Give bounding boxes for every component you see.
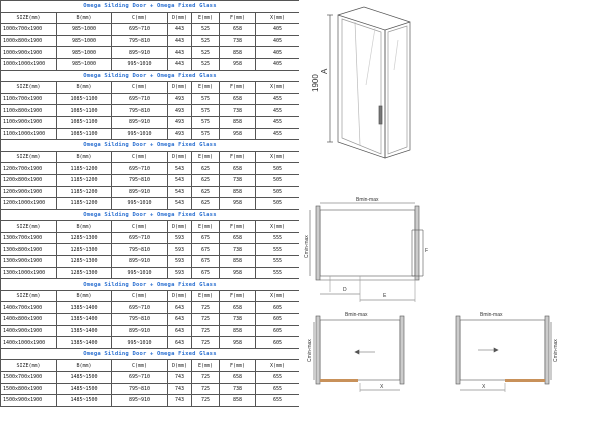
column-header: C(mm) [112, 151, 168, 163]
drawings-svg [300, 0, 600, 417]
table-cell: 443 [168, 24, 192, 36]
column-header: D(mm) [168, 360, 192, 372]
section-title-row [1, 1, 300, 13]
table-cell: 443 [168, 58, 192, 70]
column-header: B(mm) [57, 360, 112, 372]
table-cell: 1385~1400 [57, 302, 112, 314]
table-cell: 1200x1000x1900 [1, 198, 57, 210]
table-cell: 795~810 [112, 244, 168, 256]
table-cell: 958 [220, 267, 256, 279]
table-cell: 455 [256, 116, 300, 128]
table-cell: 895~910 [112, 186, 168, 198]
table-cell: 1500x700x1900 [1, 372, 57, 384]
table-cell: 695~710 [112, 302, 168, 314]
table-cell: 493 [168, 105, 192, 117]
column-header: F(mm) [220, 151, 256, 163]
table-cell: 1300x900x1900 [1, 256, 57, 268]
table-cell: 505 [256, 198, 300, 210]
table-cell: 695~710 [112, 93, 168, 105]
column-header: X(mm) [256, 82, 300, 94]
table-cell: 858 [220, 186, 256, 198]
table-row [1, 395, 300, 407]
column-header: D(mm) [168, 221, 192, 233]
table-cell: 405 [256, 58, 300, 70]
table-cell: 655 [256, 383, 300, 395]
table-cell: 695~710 [112, 232, 168, 244]
table-cell: 895~910 [112, 325, 168, 337]
table-cell: 675 [192, 267, 220, 279]
section-title: Omega Silding Door + Omega Fixed Glass [1, 348, 300, 360]
table-cell: 658 [220, 232, 256, 244]
table-row [1, 256, 300, 268]
table-row [1, 314, 300, 326]
column-header: X(mm) [256, 290, 300, 302]
table-cell: 1085~1100 [57, 93, 112, 105]
table-row [1, 47, 300, 59]
table-row [1, 128, 300, 140]
table-cell: 895~910 [112, 116, 168, 128]
table-cell: 505 [256, 186, 300, 198]
table-cell: 605 [256, 302, 300, 314]
table-cell: 995~1010 [112, 198, 168, 210]
table-cell: 1185~1200 [57, 198, 112, 210]
technical-drawings [300, 0, 600, 417]
table-cell: 643 [168, 302, 192, 314]
table-row [1, 116, 300, 128]
table-cell: 543 [168, 174, 192, 186]
table-row [1, 232, 300, 244]
table-cell: 605 [256, 337, 300, 349]
table-cell: 738 [220, 174, 256, 186]
table-cell: 1285~1300 [57, 256, 112, 268]
column-header: E(mm) [192, 151, 220, 163]
column-header-row [1, 360, 300, 372]
table-cell: 593 [168, 244, 192, 256]
table-cell: 858 [220, 47, 256, 59]
table-row [1, 58, 300, 70]
table-row [1, 383, 300, 395]
section-title-row [1, 70, 300, 82]
column-header: E(mm) [192, 12, 220, 24]
column-header: B(mm) [57, 290, 112, 302]
table-row [1, 267, 300, 279]
column-header: X(mm) [256, 12, 300, 24]
table-cell: 555 [256, 232, 300, 244]
a-label: A [320, 68, 329, 74]
table-cell: 655 [256, 395, 300, 407]
column-header: B(mm) [57, 12, 112, 24]
table-cell: 525 [192, 47, 220, 59]
table-cell: 575 [192, 116, 220, 128]
table-cell: 1400x700x1900 [1, 302, 57, 314]
table-cell: 543 [168, 198, 192, 210]
column-header: X(mm) [256, 221, 300, 233]
table-cell: 405 [256, 47, 300, 59]
table-cell: 525 [192, 24, 220, 36]
column-header: E(mm) [192, 82, 220, 94]
column-header: SIZE(mm) [1, 290, 57, 302]
table-cell: 743 [168, 372, 192, 384]
table-cell: 858 [220, 256, 256, 268]
table-cell: 1200x700x1900 [1, 163, 57, 175]
table-row [1, 174, 300, 186]
table-cell: 1000x1000x1900 [1, 58, 57, 70]
column-header: F(mm) [220, 290, 256, 302]
table-cell: 985~1000 [57, 58, 112, 70]
table-cell: 658 [220, 372, 256, 384]
table-cell: 625 [192, 186, 220, 198]
table-cell: 1085~1100 [57, 128, 112, 140]
table-cell: 695~710 [112, 24, 168, 36]
column-header: B(mm) [57, 221, 112, 233]
column-header-row [1, 12, 300, 24]
table-cell: 455 [256, 128, 300, 140]
table-row [1, 186, 300, 198]
table-cell: 643 [168, 325, 192, 337]
table-cell: 575 [192, 93, 220, 105]
column-header-row [1, 82, 300, 94]
table-cell: 1500x900x1900 [1, 395, 57, 407]
table-cell: 795~810 [112, 383, 168, 395]
table-cell: 1385~1400 [57, 325, 112, 337]
f-label: F [425, 248, 429, 254]
table-cell: 858 [220, 116, 256, 128]
table-cell: 625 [192, 198, 220, 210]
column-header: E(mm) [192, 221, 220, 233]
spec-table [0, 0, 299, 407]
table-cell: 725 [192, 383, 220, 395]
table-cell: 995~1010 [112, 58, 168, 70]
table-cell: 658 [220, 163, 256, 175]
table-cell: 1185~1200 [57, 186, 112, 198]
table-cell: 795~810 [112, 174, 168, 186]
table-row [1, 163, 300, 175]
table-cell: 643 [168, 314, 192, 326]
table-row [1, 244, 300, 256]
table-cell: 1300x800x1900 [1, 244, 57, 256]
table-row [1, 325, 300, 337]
spec-tables [0, 0, 299, 417]
column-header-row [1, 290, 300, 302]
table-cell: 958 [220, 198, 256, 210]
table-cell: 575 [192, 105, 220, 117]
table-cell: 895~910 [112, 395, 168, 407]
table-cell: 1285~1300 [57, 244, 112, 256]
table-cell: 543 [168, 163, 192, 175]
x-label-1: X [380, 384, 384, 390]
table-cell: 1100x1000x1900 [1, 128, 57, 140]
table-cell: 443 [168, 47, 192, 59]
table-cell: 675 [192, 256, 220, 268]
column-header: X(mm) [256, 151, 300, 163]
table-cell: 1400x1000x1900 [1, 337, 57, 349]
table-cell: 493 [168, 93, 192, 105]
column-header: SIZE(mm) [1, 12, 57, 24]
table-cell: 695~710 [112, 163, 168, 175]
column-header: D(mm) [168, 12, 192, 24]
table-row [1, 198, 300, 210]
bminmax-label-3: Bmin-max [480, 312, 503, 318]
section-title-row [1, 348, 300, 360]
table-cell: 1200x800x1900 [1, 174, 57, 186]
table-cell: 985~1000 [57, 35, 112, 47]
x-label-2: X [482, 384, 486, 390]
table-cell: 575 [192, 128, 220, 140]
table-cell: 958 [220, 58, 256, 70]
table-cell: 895~910 [112, 47, 168, 59]
column-header-row [1, 221, 300, 233]
table-cell: 995~1010 [112, 337, 168, 349]
table-cell: 493 [168, 116, 192, 128]
table-cell: 593 [168, 256, 192, 268]
table-cell: 505 [256, 163, 300, 175]
table-row [1, 24, 300, 36]
cminmax-label-1: Cmin-max [304, 235, 310, 258]
table-cell: 695~710 [112, 372, 168, 384]
column-header: C(mm) [112, 360, 168, 372]
table-cell: 1000x700x1900 [1, 24, 57, 36]
table-cell: 1400x900x1900 [1, 325, 57, 337]
table-cell: 455 [256, 105, 300, 117]
door-bar-2 [505, 379, 545, 382]
table-cell: 1385~1400 [57, 337, 112, 349]
table-cell: 858 [220, 325, 256, 337]
table-cell: 1500x800x1900 [1, 383, 57, 395]
table-cell: 625 [192, 174, 220, 186]
enclosure-3d-sketch [327, 7, 410, 158]
column-header: B(mm) [57, 151, 112, 163]
door-bar-1 [320, 379, 358, 382]
table-cell: 593 [168, 267, 192, 279]
column-header: F(mm) [220, 360, 256, 372]
table-cell: 525 [192, 35, 220, 47]
table-cell: 455 [256, 93, 300, 105]
table-row [1, 372, 300, 384]
table-cell: 1000x800x1900 [1, 35, 57, 47]
column-header: C(mm) [112, 221, 168, 233]
table-cell: 1185~1200 [57, 163, 112, 175]
table-cell: 795~810 [112, 105, 168, 117]
table-cell: 1285~1300 [57, 267, 112, 279]
table-cell: 725 [192, 314, 220, 326]
table-cell: 675 [192, 244, 220, 256]
column-header: F(mm) [220, 221, 256, 233]
bminmax-label-1: Bmin-max [356, 197, 379, 203]
table-cell: 738 [220, 35, 256, 47]
d-label: D [343, 287, 347, 293]
table-cell: 1485~1500 [57, 372, 112, 384]
table-cell: 895~910 [112, 256, 168, 268]
table-cell: 995~1010 [112, 128, 168, 140]
table-cell: 1100x700x1900 [1, 93, 57, 105]
table-cell: 1100x800x1900 [1, 105, 57, 117]
table-cell: 675 [192, 232, 220, 244]
table-cell: 1185~1200 [57, 174, 112, 186]
table-cell: 1000x900x1900 [1, 47, 57, 59]
table-cell: 725 [192, 302, 220, 314]
table-cell: 1300x1000x1900 [1, 267, 57, 279]
column-header: F(mm) [220, 82, 256, 94]
table-cell: 625 [192, 163, 220, 175]
column-header: SIZE(mm) [1, 151, 57, 163]
table-cell: 795~810 [112, 35, 168, 47]
table-cell: 593 [168, 232, 192, 244]
table-cell: 658 [220, 302, 256, 314]
table-cell: 1200x900x1900 [1, 186, 57, 198]
table-cell: 605 [256, 325, 300, 337]
column-header: E(mm) [192, 290, 220, 302]
column-header: F(mm) [220, 12, 256, 24]
table-cell: 995~1010 [112, 267, 168, 279]
cminmax-label-3: Cmin-max [553, 339, 559, 362]
column-header-row [1, 151, 300, 163]
column-header: SIZE(mm) [1, 360, 57, 372]
table-cell: 525 [192, 58, 220, 70]
column-header: D(mm) [168, 151, 192, 163]
table-row [1, 337, 300, 349]
table-cell: 493 [168, 128, 192, 140]
table-row [1, 105, 300, 117]
table-cell: 555 [256, 267, 300, 279]
table-cell: 725 [192, 395, 220, 407]
section-title-row [1, 140, 300, 152]
column-header: C(mm) [112, 12, 168, 24]
table-cell: 743 [168, 395, 192, 407]
column-header: C(mm) [112, 290, 168, 302]
bminmax-label-2: Bmin-max [345, 312, 368, 318]
table-cell: 795~810 [112, 314, 168, 326]
table-cell: 958 [220, 128, 256, 140]
section-title: Omega Silding Door + Omega Fixed Glass [1, 140, 300, 152]
section-title: Omega Silding Door + Omega Fixed Glass [1, 279, 300, 291]
table-cell: 1285~1300 [57, 232, 112, 244]
handle-icon [379, 106, 382, 124]
column-header: D(mm) [168, 82, 192, 94]
table-cell: 958 [220, 337, 256, 349]
cminmax-label-2: Cmin-max [307, 339, 313, 362]
table-cell: 743 [168, 383, 192, 395]
table-cell: 505 [256, 174, 300, 186]
e-label: E [383, 293, 387, 299]
table-cell: 1485~1500 [57, 383, 112, 395]
table-cell: 655 [256, 372, 300, 384]
section-title: Omega Silding Door + Omega Fixed Glass [1, 70, 300, 82]
height-label: 1900 [311, 74, 320, 92]
table-cell: 1485~1500 [57, 395, 112, 407]
table-cell: 1400x800x1900 [1, 314, 57, 326]
table-cell: 658 [220, 24, 256, 36]
column-header: E(mm) [192, 360, 220, 372]
table-cell: 555 [256, 244, 300, 256]
column-header: SIZE(mm) [1, 221, 57, 233]
section-title-row [1, 279, 300, 291]
table-cell: 725 [192, 337, 220, 349]
table-cell: 1085~1100 [57, 105, 112, 117]
table-cell: 443 [168, 35, 192, 47]
table-cell: 555 [256, 256, 300, 268]
section-title: Omega Silding Door + Omega Fixed Glass [1, 209, 300, 221]
table-cell: 985~1000 [57, 47, 112, 59]
column-header: C(mm) [112, 82, 168, 94]
table-cell: 1385~1400 [57, 314, 112, 326]
table-cell: 725 [192, 372, 220, 384]
table-cell: 738 [220, 244, 256, 256]
table-cell: 405 [256, 35, 300, 47]
table-row [1, 93, 300, 105]
table-cell: 405 [256, 24, 300, 36]
table-cell: 985~1000 [57, 24, 112, 36]
plan-view-dimensions [310, 203, 423, 302]
section-title: Omega Silding Door + Omega Fixed Glass [1, 1, 300, 13]
table-cell: 543 [168, 186, 192, 198]
table-cell: 738 [220, 383, 256, 395]
column-header: X(mm) [256, 360, 300, 372]
table-cell: 605 [256, 314, 300, 326]
column-header: SIZE(mm) [1, 82, 57, 94]
table-row [1, 302, 300, 314]
column-header: D(mm) [168, 290, 192, 302]
table-cell: 858 [220, 395, 256, 407]
table-cell: 643 [168, 337, 192, 349]
table-row [1, 35, 300, 47]
table-cell: 738 [220, 314, 256, 326]
table-cell: 725 [192, 325, 220, 337]
table-cell: 738 [220, 105, 256, 117]
column-header: B(mm) [57, 82, 112, 94]
table-cell: 1100x900x1900 [1, 116, 57, 128]
table-cell: 1085~1100 [57, 116, 112, 128]
table-cell: 1300x700x1900 [1, 232, 57, 244]
section-title-row [1, 209, 300, 221]
table-cell: 658 [220, 93, 256, 105]
